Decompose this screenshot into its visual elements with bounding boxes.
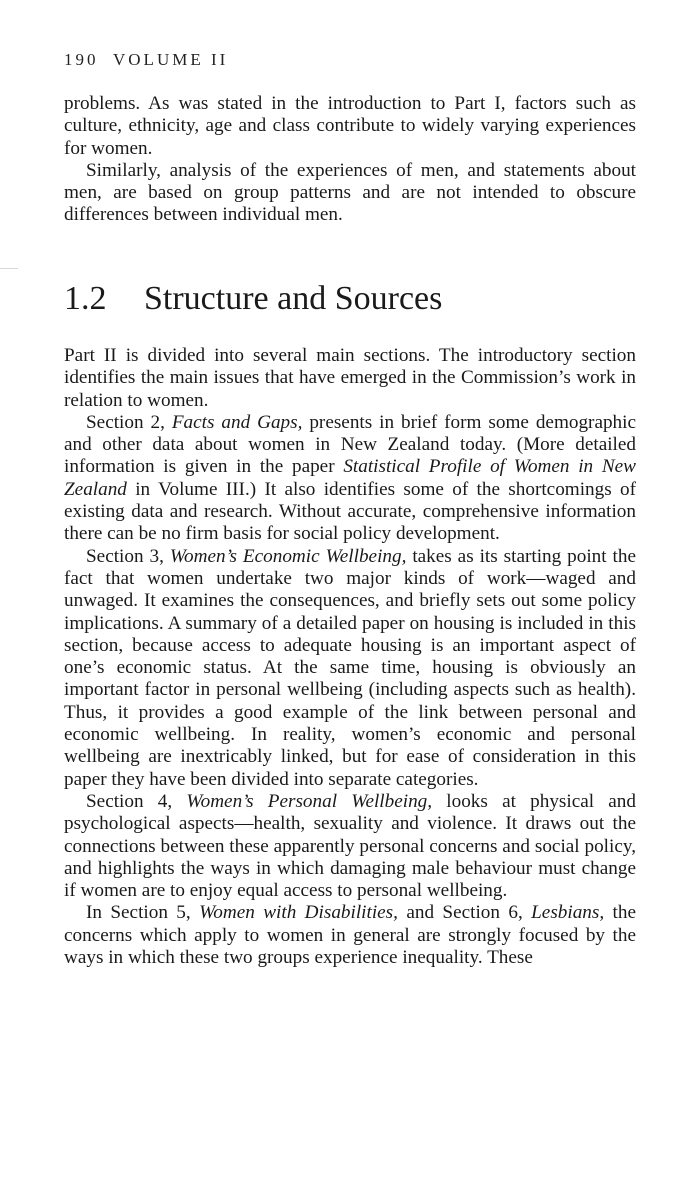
italic-title: Facts and Gaps, [171,411,303,433]
margin-mark [0,268,18,269]
running-header [64,50,228,70]
intro-text [64,93,636,227]
body-paragraph [64,546,636,791]
text-run: presents in brief form some demographic and other data about women in New Zealand today. (More detailed information is given in the paper [64,411,636,478]
text-run: Section 4, [86,790,187,812]
section-title: Structure and Sources [144,280,443,317]
section-number: 1.2 [64,280,107,317]
italic-title: Lesbians, [531,902,605,924]
text-run: in Volume III.) It also identifies some of the shortcomings of existing data and research. Without accurate, comprehensive information there can be no firm basis for social policy development. [64,478,636,545]
italic-title: Statistical Profile of Women in New Zealand [64,456,636,500]
intro-paragraph: Similarly, analysis of the experiences of men, and statements about men, are based on group patterns and are not intended to obscure differences between individual men. [64,159,636,226]
text-run: the concerns which apply to women in general are strongly focused by the ways in which these two groups experience inequality. These [64,902,636,969]
text-run: Section 3, [86,545,170,567]
section-heading [64,280,442,318]
text-run: Part II is divided into several main sections. The introductory section identifies the main issues that have emerged in the Commission’s work in relation to women. [64,345,636,411]
italic-title: Women’s Personal Wellbeing, [186,790,433,812]
text-run: looks at physical and psychological aspects—health, sexuality and violence. It draws out the connections between these apparently personal concerns and social policy, and highlights the ways in which damaging male behaviour must change if women are to enjoy equal access to personal wellbeing. [64,790,636,902]
body-paragraph [64,902,636,969]
intro-paragraph: problems. As was stated in the introduction to Part I, factors such as culture, ethnicity, age and class contribute to widely varying experiences for women. [64,93,636,159]
text-run: takes as its starting point the fact that women undertake two major kinds of work—waged and unwaged. It examines the consequences, and briefly sets out some policy implications. A summary of a detailed paper on housing is included in this section, because access to adequate housing is an important aspect of one’s economic status. At the same time, housing is obviously an important factor in personal wellbeing (including aspects such as health). Thus, it provides a good example of the link between personal and economic wellbeing. In reality, women’s economic and personal wellbeing are inextricably linked, but for ease of consideration in this paper they have been divided into separate categories. [64,545,636,790]
page-number: 190 [64,50,99,69]
text-run: Section 2, [86,411,172,433]
text-run: and Section 6, [397,902,532,924]
body-paragraph [64,412,636,546]
italic-title: Women’s Economic Wellbeing, [169,545,407,567]
section-body [64,345,636,969]
body-paragraph [64,345,636,412]
volume-label: VOLUME II [113,50,229,69]
body-paragraph [64,791,636,902]
text-run: In Section 5, [86,902,200,924]
italic-title: Women with Disabilities, [199,902,398,924]
